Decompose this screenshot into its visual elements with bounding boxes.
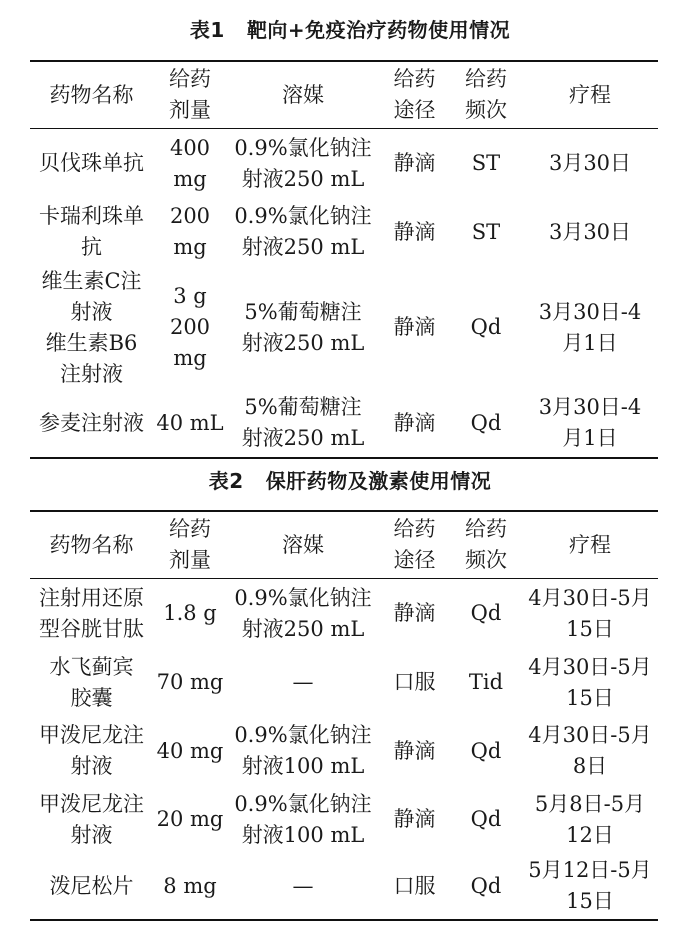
cell-drug-name: 维生素C注 射液 维生素B6 注射液: [41, 268, 142, 386]
header-dose: 给药 剂量: [153, 61, 227, 129]
cell-course: 3月30日: [548, 151, 632, 176]
cell-frequency: Qd: [470, 807, 502, 831]
cell-solvent: 0.9%氯化钠注 射液250 mL: [234, 135, 372, 191]
header-dose: 给药 剂量: [153, 511, 227, 579]
cell-course: 3月30日-4 月1日: [538, 395, 642, 450]
header-drug-name: 药物名称: [30, 61, 153, 129]
cell-course: 4月30日-5月 8日: [528, 723, 652, 778]
cell-dose: 40 mL: [156, 410, 224, 435]
table1: [30, 60, 658, 459]
cell-drug-name: 水飞蓟宾 胶囊: [49, 654, 134, 710]
cell-frequency: Qd: [470, 738, 502, 763]
cell-drug-name: 卡瑞利珠单 抗: [39, 204, 144, 259]
cell-frequency: Qd: [470, 410, 502, 435]
table-row: [30, 786, 658, 854]
table2-caption: [0, 465, 700, 494]
cell-solvent: 0.9%氯化钠注 射液250 mL: [234, 204, 372, 259]
header-frequency: 给药 频次: [450, 61, 522, 129]
cell-solvent: 0.9%氯化钠注 射液250 mL: [234, 585, 372, 641]
table-row: [30, 579, 658, 649]
cell-solvent: 5%葡萄糖注 射液250 mL: [241, 395, 365, 450]
cell-dose: 20 mg: [156, 807, 224, 831]
table-row: [30, 390, 658, 458]
table-row: [30, 649, 658, 717]
cell-dose: 40 mg: [156, 738, 224, 763]
cell-route: 静滴: [393, 601, 436, 626]
header-solvent: 溶媒: [227, 61, 379, 129]
table2: [30, 510, 658, 921]
table-row: [30, 129, 658, 199]
cell-drug-name: 参麦注射液: [39, 410, 144, 435]
header-route: 给药 途径: [379, 61, 450, 129]
cell-frequency: Qd: [470, 601, 502, 626]
cell-frequency: ST: [471, 151, 501, 176]
cell-solvent: —: [292, 873, 314, 898]
cell-solvent: 0.9%氯化钠注 射液100 mL: [234, 791, 372, 847]
cell-route: 口服: [393, 670, 436, 694]
cell-frequency: Qd: [470, 873, 502, 898]
cell-course: 4月30日-5月 15日: [528, 654, 652, 710]
cell-dose: 3 g 200 mg: [169, 284, 211, 370]
table2-title: 保肝药物及激素使用情况: [265, 469, 492, 493]
cell-route: 静滴: [393, 151, 436, 176]
cell-route: 静滴: [393, 738, 436, 763]
cell-dose: 400 mg: [169, 135, 211, 191]
cell-drug-name: 泼尼松片: [49, 873, 134, 898]
cell-drug-name: 注射用还原 型谷胱甘肽: [39, 585, 144, 641]
table-row: [30, 266, 658, 390]
table1-caption: [0, 14, 700, 43]
table1-header-row: [30, 61, 658, 129]
cell-route: 口服: [393, 873, 436, 898]
cell-route: 静滴: [393, 410, 436, 435]
header-course: 疗程: [522, 61, 658, 129]
cell-course: 5月12日-5月 15日: [528, 858, 652, 913]
header-solvent: 溶媒: [227, 511, 379, 579]
cell-frequency: ST: [471, 219, 501, 244]
header-course: 疗程: [522, 511, 658, 579]
table-row: [30, 717, 658, 786]
cell-frequency: Tid: [468, 670, 504, 694]
header-drug-name: 药物名称: [30, 511, 153, 579]
table-row: [30, 854, 658, 920]
table1-title: 靶向+免疫治疗药物使用情况: [246, 18, 511, 42]
cell-solvent: 0.9%氯化钠注 射液100 mL: [234, 723, 372, 778]
header-frequency: 给药 频次: [450, 511, 522, 579]
cell-dose: 70 mg: [156, 670, 224, 694]
cell-frequency: Qd: [470, 315, 502, 339]
cell-drug-name: 贝伐珠单抗: [39, 151, 144, 176]
table2-header-row: [30, 511, 658, 579]
table2-label: 表2: [208, 469, 244, 493]
cell-route: 静滴: [393, 219, 436, 244]
cell-solvent: —: [292, 670, 314, 694]
cell-drug-name: 甲泼尼龙注 射液: [39, 791, 144, 847]
cell-dose: 200 mg: [169, 204, 211, 259]
cell-course: 4月30日-5月 15日: [528, 585, 652, 641]
table1-label: 表1: [189, 18, 225, 42]
header-route: 给药 途径: [379, 511, 450, 579]
cell-course: 5月8日-5月 12日: [534, 791, 646, 847]
cell-dose: 8 mg: [163, 873, 217, 898]
cell-dose: 1.8 g: [163, 601, 217, 626]
table-row: [30, 199, 658, 266]
cell-route: 静滴: [393, 807, 436, 831]
cell-course: 3月30日: [548, 219, 632, 244]
cell-course: 3月30日-4 月1日: [538, 299, 642, 355]
cell-drug-name: 甲泼尼龙注 射液: [39, 723, 144, 778]
cell-solvent: 5%葡萄糖注 射液250 mL: [241, 299, 365, 355]
cell-route: 静滴: [393, 315, 436, 339]
